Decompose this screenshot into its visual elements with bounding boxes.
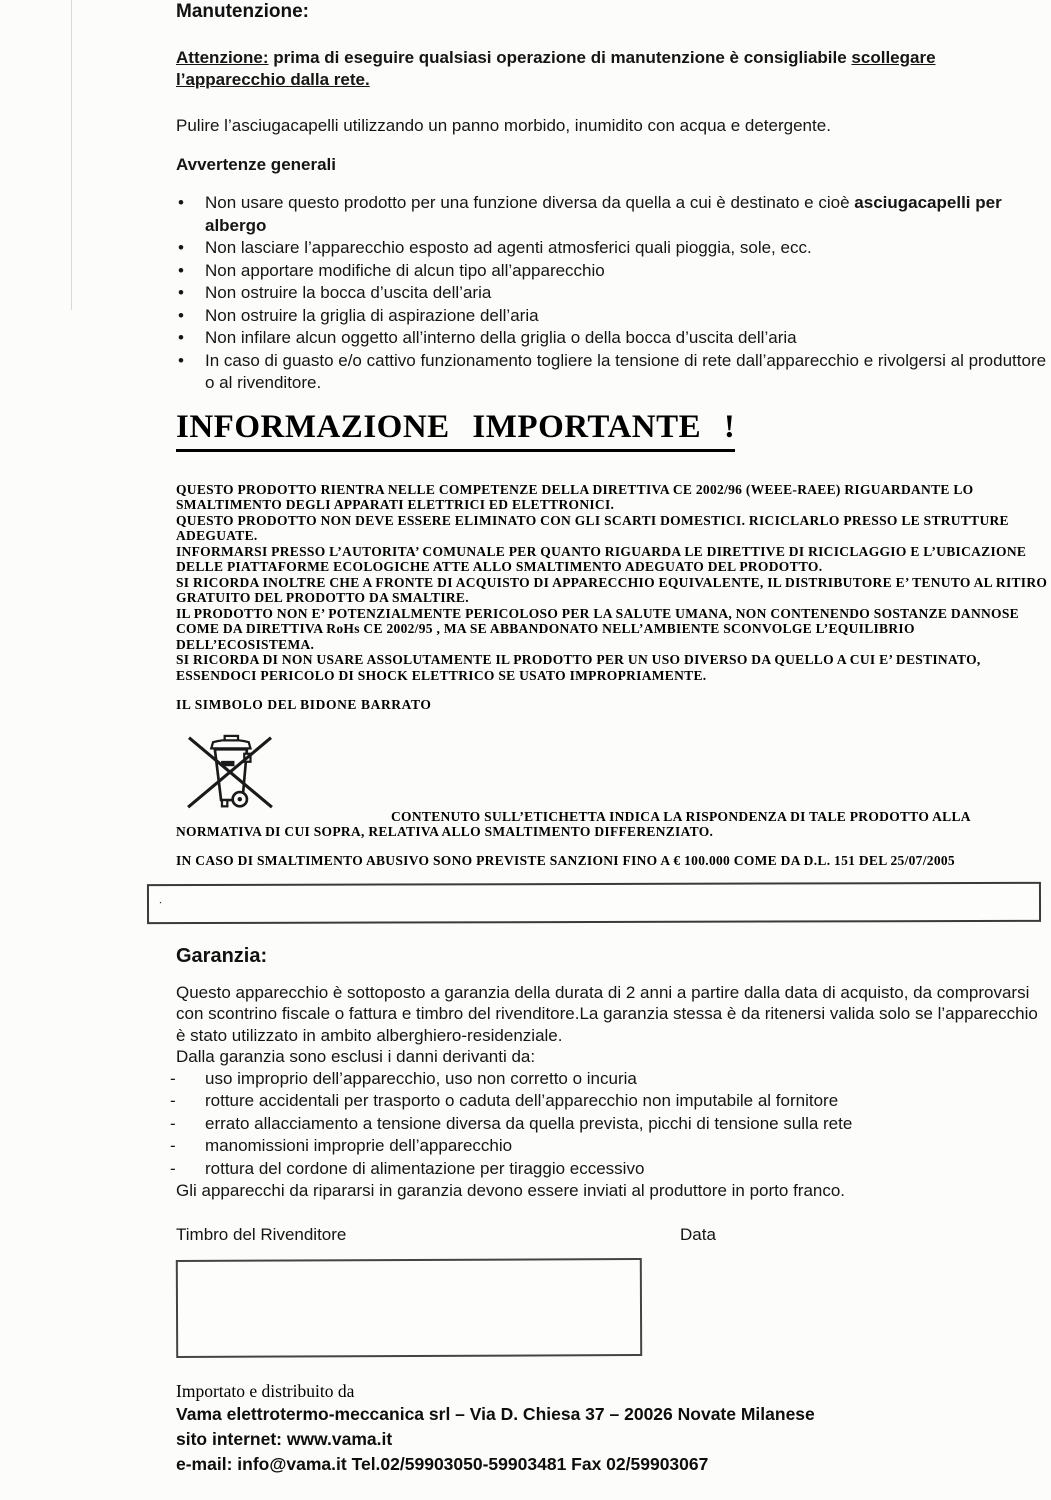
attention-underlined-phrase: scollegare l’apparecchio dalla rete. [176, 48, 936, 89]
warning-item: • Non lasciare l’apparecchio esposto ad agenti atmosferici quali pioggia, sole, ecc. [176, 237, 1048, 260]
warning-item: • Non ostruire la bocca d’uscita dell’aria [176, 282, 1048, 305]
bin-symbol-row [176, 727, 1048, 809]
exclusion-item: - uso improprio dell’apparecchio, uso non corretto o incuria [176, 1068, 1048, 1091]
warning-item: • Non ostruire la griglia di aspirazione dell’aria [176, 305, 1048, 328]
imported-by-line: Importato e distribuito da [176, 1380, 355, 1401]
website-line: sito internet: www.vama.it [176, 1428, 393, 1449]
warranty-text [176, 982, 1048, 1068]
dealer-stamp-box [176, 1257, 642, 1357]
penalty-note: IN CASO DI SMALTIMENTO ABUSIVO SONO PREVISTE SANZIONI FINO A € 100.000 COME DA D.L. 151 DEL 25/07/2005 [176, 853, 955, 868]
dealer-stamp-label: Timbro del Rivenditore [176, 1224, 347, 1244]
warranty-heading: Garanzia: [176, 944, 268, 967]
exclusion-item: - rotture accidentali per trasporto o caduta dell’apparecchio non imputabile al fornitore [176, 1090, 1048, 1113]
cleaning-note: Pulire l’asciugacapelli utilizzando un panno morbido, inumidito con acqua e detergente. [176, 116, 831, 135]
maintenance-heading: Manutenzione: [176, 1, 309, 22]
bin-symbol-label: IL SIMBOLO DEL BIDONE BARRATO [176, 697, 432, 712]
attention-body: prima di eseguire qualsiasi operazione di manutenzione è consigliabile [268, 48, 852, 67]
info-paragraph: QUESTO PRODOTTO RIENTRA NELLE COMPETENZE DELLA DIRETTIVA CE 2002/96 (WEEE-RAEE) RIGUARDANTE LO SMALTIMENTO DEGLI APPARATI ELETTRICI ED ELETTRONICI. [176, 481, 974, 512]
general-warnings-list [176, 192, 1048, 395]
weee-crossed-out-bin-icon [184, 727, 276, 809]
info-paragraph: SI RICORDA INOLTRE CHE A FRONTE DI ACQUISTO DI APPARECCHIO EQUIVALENTE, IL DISTRIBUTORE E’ TENUTO AL RITIRO GRATUITO DEL PRODOTTO DA SMALTIRE. [176, 574, 1048, 605]
general-warnings-title: Avvertenze generali [176, 155, 336, 174]
warranty-intro: Questo apparecchio è sottoposto a garanzia della durata di 2 anni a partire dalla data di acquisto, da comprovarsi con scontrino fiscale o fattura e timbro del rivenditore.La garanzia stessa è da ritenersi valida solo se l’apparecchio è stato utilizzato in ambito alberghiero-residenziale. [176, 982, 1038, 1045]
info-paragraph: IL PRODOTTO NON E’ POTENZIALMENTE PERICOLOSO PER LA SALUTE UMANA, NON CONTENENDO SOSTANZE DANNOSE COME DA DIRETTIVA RoHs CE 2002/95 , MA SE ABBANDONATO NELL’AMBIENTE SCONVOLGE L’EQUILIBRIO DELL’ECOSISTEMA. [176, 605, 1019, 652]
empty-note-box [147, 881, 1041, 923]
label-note: CONTENUTO SULL’ETICHETTA INDICA LA RISPONDENZA DI TALE PRODOTTO ALLA NORMATIVA DI CUI SOPRA, RELATIVA ALLO SMALTIMENTO DIFFERENZIATO. [176, 808, 971, 839]
attention-label: Attenzione: [176, 48, 269, 67]
warranty-exclusions-list [176, 1068, 1048, 1181]
warning-item: • In caso di guasto e/o cattivo funzionamento togliere la tensione di rete dall’apparecchio e rivolgersi al produttore o al rivenditore. [176, 350, 1048, 395]
scan-edge-artifact [71, 0, 72, 310]
important-info-heading: INFORMAZIONE IMPORTANTE ! [176, 409, 735, 452]
box-mark: . [158, 891, 163, 906]
info-paragraph: QUESTO PRODOTTO NON DEVE ESSERE ELIMINATO CON GLI SCARTI DOMESTICI. RICICLARLO PRESSO LE STRUTTURE ADEGUATE. [176, 512, 1009, 543]
exclusion-item: - manomissioni improprie dell’apparecchio [176, 1135, 1048, 1158]
page-content [158, 1, 1048, 1477]
attention-paragraph [176, 47, 1048, 91]
warning-item: • Non infilare alcun oggetto all’interno della griglia o della bocca d’uscita dell’aria [176, 327, 1048, 350]
info-paragraph: INFORMARSI PRESSO L’AUTORITA’ COMUNALE PER QUANTO RIGUARDA LE DIRETTIVE DI RICICLAGGIO E L’UBICAZIONE DELLE PIATTAFORME ECOLOGICHE ATTE ALLO SMALTIMENTO ADEGUATO DEL PRODOTTO. [176, 543, 1027, 574]
date-label: Data [680, 1224, 716, 1244]
info-paragraph: SI RICORDA DI NON USARE ASSOLUTAMENTE IL PRODOTTO PER UN USO DIVERSO DA QUELLO A CUI E’ DESTINATO, ESSENDOCI PERICOLO DI SHOCK ELETTRICO SE USATO IMPROPRIAMENTE. [176, 652, 981, 683]
warning-item: • Non usare questo prodotto per una funzione diversa da quella a cui è destinato e cioè asciugacapelli per albergo [176, 192, 1048, 237]
contact-line: e-mail: info@vama.it Tel.02/59903050-59903481 Fax 02/59903067 [176, 1453, 709, 1474]
warranty-exclusions-intro: Dalla garanzia sono esclusi i danni derivanti da: [176, 1047, 536, 1066]
warranty-shipping-note: Gli apparecchi da ripararsi in garanzia devono essere inviati al produttore in porto franco. [176, 1181, 846, 1200]
exclusion-item: - rottura del cordone di alimentazione per tiraggio eccessivo [176, 1158, 1048, 1181]
important-info-text [176, 482, 1048, 684]
warning-item: • Non apportare modifiche di alcun tipo all’apparecchio [176, 260, 1048, 283]
distributor-footer [176, 1381, 1048, 1477]
exclusion-item: - errato allacciamento a tensione diversa da quella prevista, picchi di tensione sulla rete [176, 1113, 1048, 1136]
company-line: Vama elettrotermo-meccanica srl – Via D. Chiesa 37 – 20026 Novate Milanese [176, 1403, 815, 1424]
stamp-row [176, 1225, 1048, 1247]
